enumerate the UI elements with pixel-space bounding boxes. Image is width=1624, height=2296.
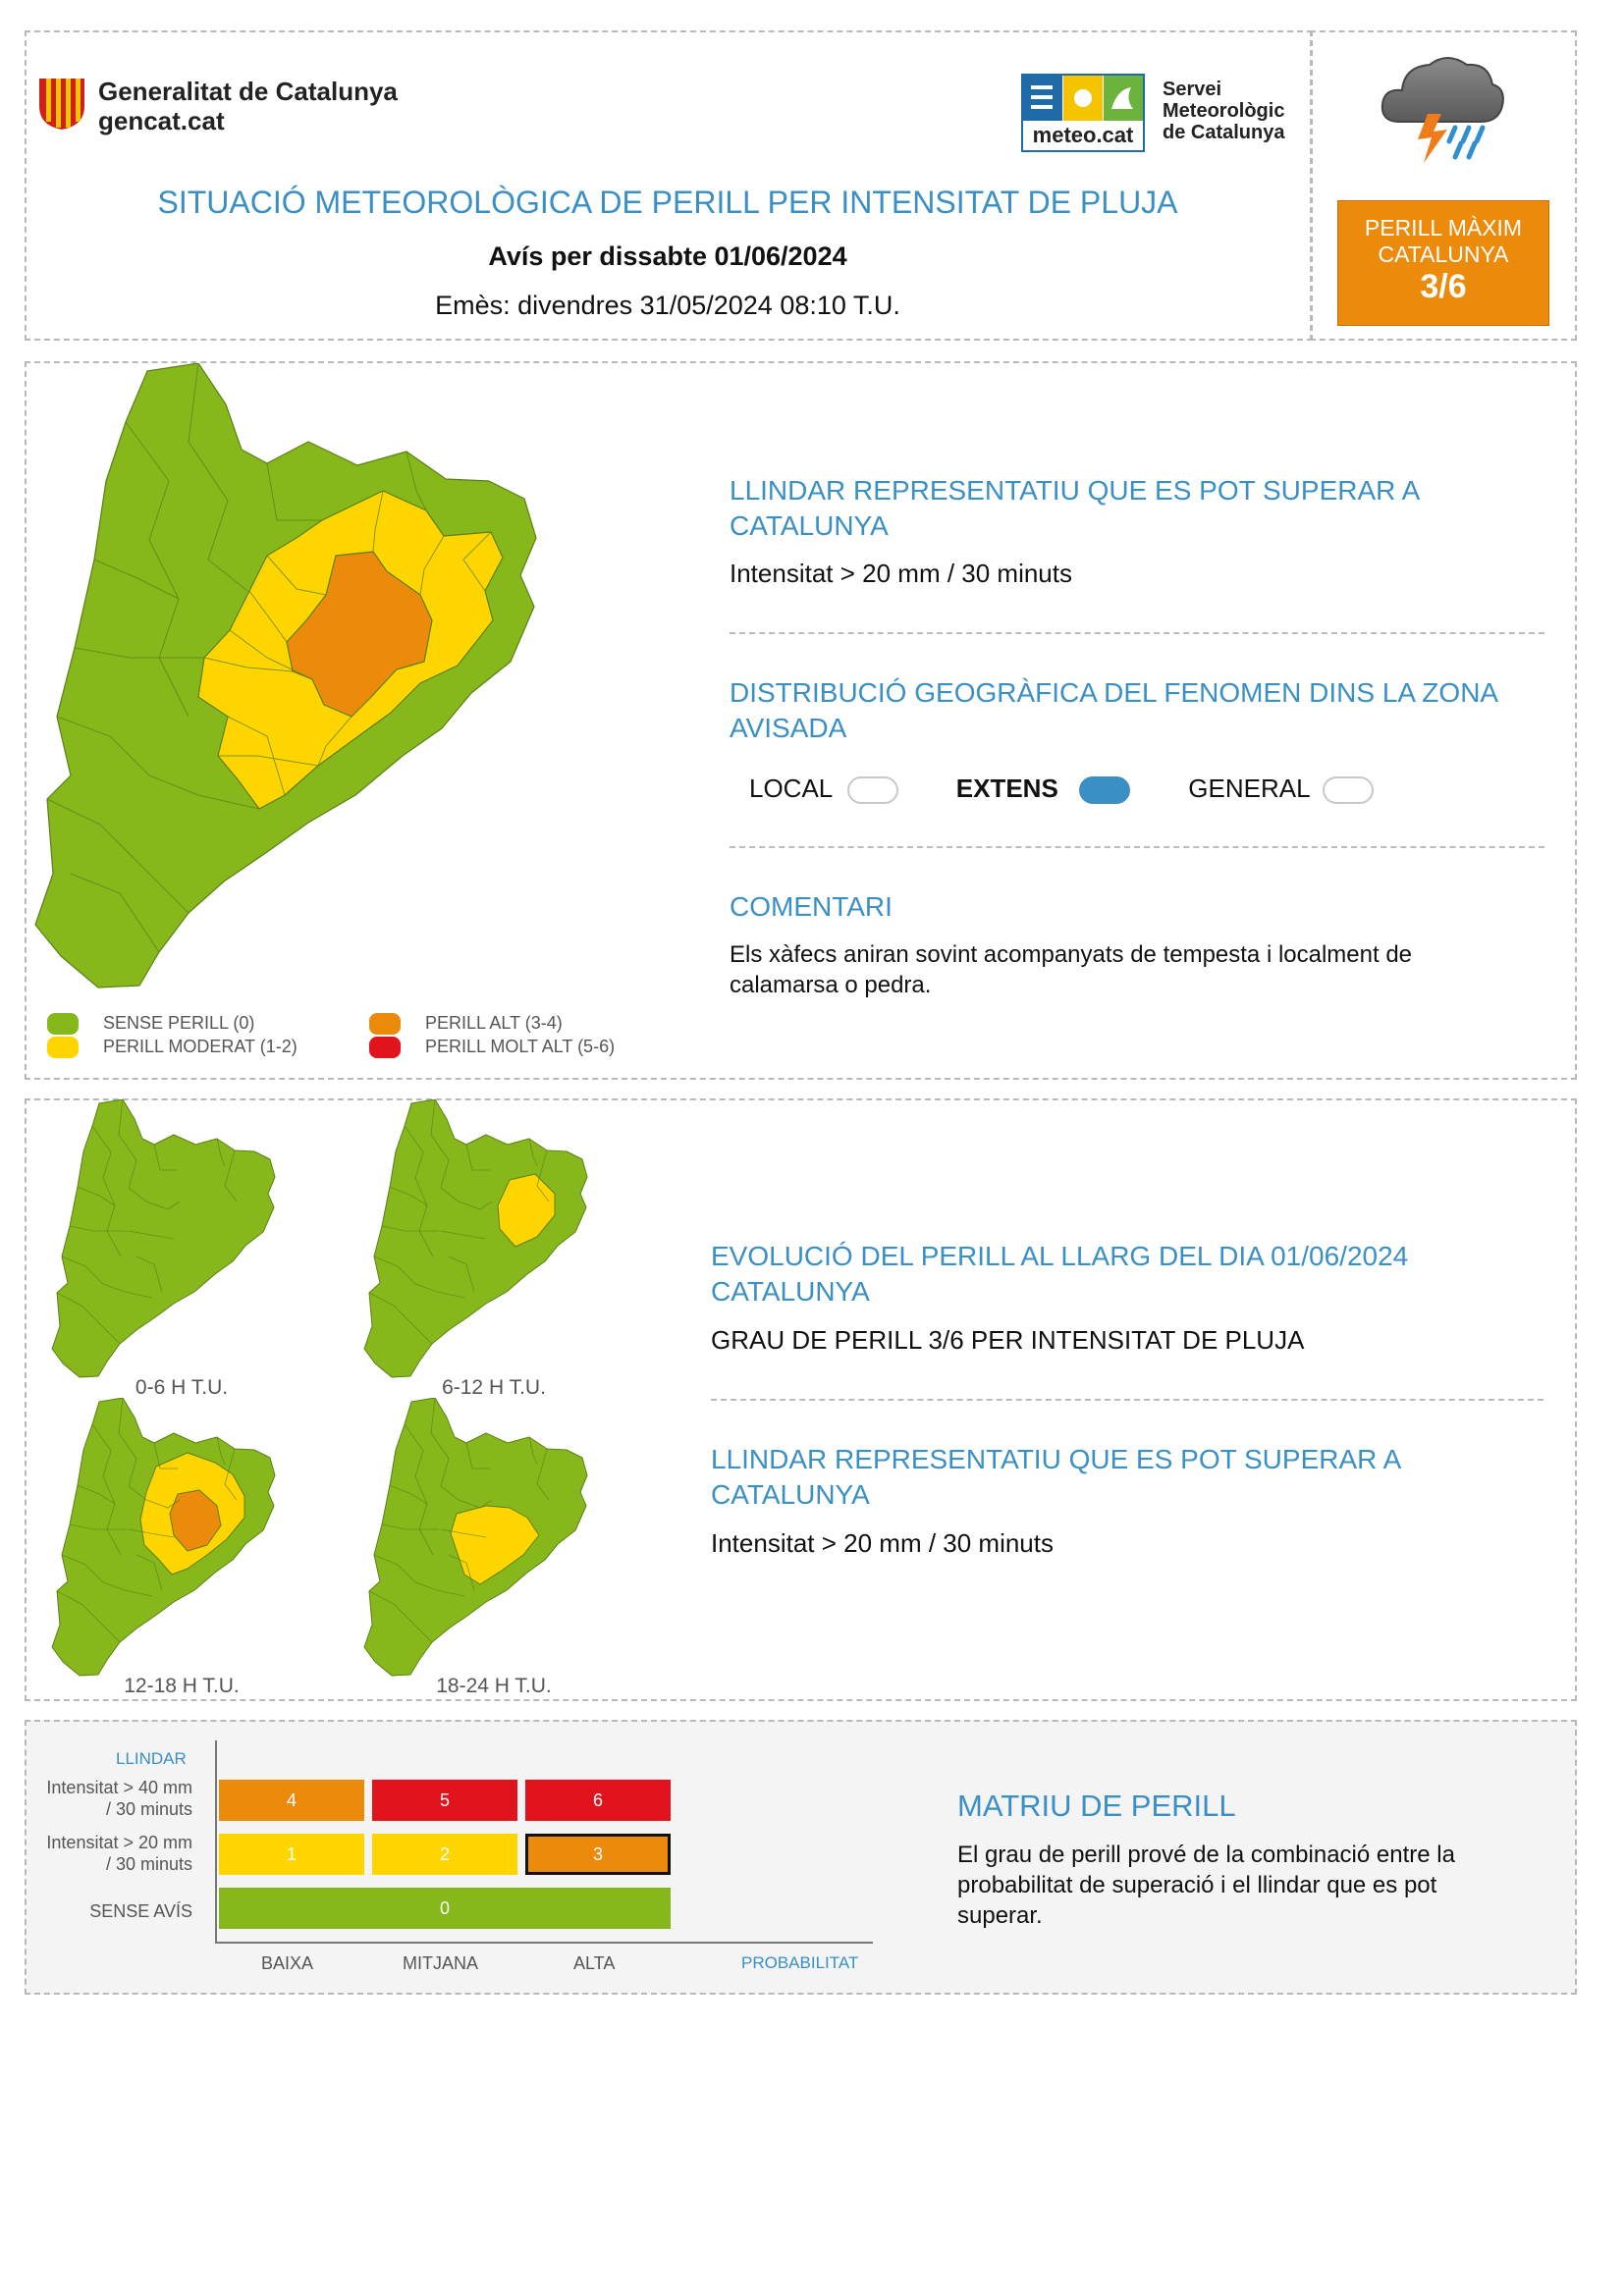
page-title: SITUACIÓ METEOROLÒGICA DE PERILL PER INTENSITAT DE PLUJA bbox=[157, 185, 1178, 220]
comment-title: COMENTARI bbox=[730, 891, 893, 922]
period-label-18-24: 18-24 H T.U. bbox=[436, 1675, 552, 1697]
matrix-cell-5: 5 bbox=[372, 1780, 517, 1821]
divider bbox=[730, 846, 1544, 848]
matrix-x-axis bbox=[215, 1942, 873, 1944]
matrix-y-title: LLINDAR bbox=[116, 1749, 187, 1768]
matrix-cell-6: 6 bbox=[525, 1780, 671, 1821]
distribution-extens-label: EXTENS bbox=[955, 774, 1058, 803]
threshold-value: Intensitat > 20 mm / 30 minuts bbox=[730, 559, 1072, 588]
gov-site: gencat.cat bbox=[98, 106, 225, 135]
legend-label-very-high: PERILL MOLT ALT (5-6) bbox=[425, 1037, 616, 1056]
smc-name-line1: Servei bbox=[1163, 79, 1222, 100]
generalitat-logo bbox=[37, 77, 86, 132]
matrix-cell-4: 4 bbox=[219, 1780, 364, 1821]
legend-swatch-no-danger bbox=[47, 1013, 79, 1035]
legend-swatch-moderate bbox=[47, 1037, 79, 1058]
mini-map-12-18 bbox=[31, 1398, 297, 1682]
matrix-x-label-high: ALTA bbox=[573, 1953, 616, 1973]
legend-swatch-very-high bbox=[369, 1037, 401, 1058]
smc-name-line2: Meteorològic bbox=[1163, 100, 1285, 122]
matrix-row-label-20: Intensitat > 20 mm / 30 minuts bbox=[46, 1833, 192, 1874]
matrix-cell-3-current: 3 bbox=[525, 1834, 671, 1875]
matrix-x-label-medium: MITJANA bbox=[403, 1953, 479, 1973]
threshold-title: LLINDAR REPRESENTATIU QUE ES POT SUPERAR A CATALUNYA bbox=[730, 475, 1419, 541]
period-label-12-18: 12-18 H T.U. bbox=[124, 1675, 240, 1697]
warning-date: Avís per dissabte 01/06/2024 bbox=[488, 241, 847, 271]
evolution-threshold-value: Intensitat > 20 mm / 30 minuts bbox=[711, 1528, 1054, 1558]
legend-label-high: PERILL ALT (3-4) bbox=[425, 1013, 563, 1033]
matrix-cell-2: 2 bbox=[372, 1834, 517, 1875]
legend-swatch-high bbox=[369, 1013, 401, 1035]
comment-text: Els xàfecs aniran sovint acompanyats de tempesta i localment de calamarsa o pedra. bbox=[730, 941, 1413, 998]
mini-map-6-12 bbox=[344, 1099, 609, 1384]
meteocat-logo-text: meteo.cat bbox=[1032, 123, 1134, 147]
distribution-local-label: LOCAL bbox=[749, 774, 833, 803]
catalonia-danger-map bbox=[31, 363, 660, 991]
gov-name: Generalitat de Catalunya bbox=[98, 77, 398, 106]
period-label-6-12: 6-12 H T.U. bbox=[442, 1376, 546, 1399]
distribution-extens-indicator bbox=[1079, 776, 1130, 804]
evolution-title: EVOLUCIÓ DEL PERILL AL LLARG DEL DIA 01/06/2024 CATALUNYA bbox=[711, 1241, 1409, 1307]
matrix-x-title: PROBABILITAT bbox=[741, 1953, 859, 1972]
distribution-options bbox=[749, 774, 1374, 804]
smc-name-line3: de Catalunya bbox=[1163, 122, 1285, 143]
period-label-0-6: 0-6 H T.U. bbox=[135, 1376, 229, 1399]
max-danger-label-2: CATALUNYA bbox=[1378, 241, 1509, 267]
max-danger-label-1: PERILL MÀXIM bbox=[1364, 215, 1523, 240]
matrix-cell-0: 0 bbox=[219, 1888, 671, 1929]
max-danger-badge bbox=[1337, 200, 1549, 326]
distribution-title: DISTRIBUCIÓ GEOGRÀFICA DEL FENOMEN DINS LA ZONA AVISADA bbox=[730, 677, 1497, 743]
matrix-y-axis bbox=[215, 1740, 217, 1944]
matrix-cell-1: 1 bbox=[219, 1834, 364, 1875]
matrix-row-label-none: SENSE AVÍS bbox=[89, 1901, 192, 1921]
divider bbox=[730, 632, 1544, 634]
evolution-grade: GRAU DE PERILL 3/6 PER INTENSITAT DE PLUJA bbox=[711, 1325, 1305, 1355]
meteocat-logo bbox=[1021, 74, 1145, 152]
legend-label-no-danger: SENSE PERILL (0) bbox=[103, 1013, 255, 1033]
evolution-threshold-title: LLINDAR REPRESENTATIU QUE ES POT SUPERAR A CATALUNYA bbox=[711, 1444, 1400, 1510]
max-danger-value: 3/6 bbox=[1420, 268, 1467, 305]
distribution-local-indicator bbox=[847, 776, 898, 804]
distribution-general-label: GENERAL bbox=[1188, 774, 1310, 803]
legend-label-moderate: PERILL MODERAT (1-2) bbox=[103, 1037, 298, 1056]
issued-time: Emès: divendres 31/05/2024 08:10 T.U. bbox=[435, 291, 900, 320]
mini-map-0-6 bbox=[31, 1099, 297, 1384]
matrix-title: MATRIU DE PERILL bbox=[957, 1789, 1236, 1823]
distribution-general-indicator bbox=[1323, 776, 1374, 804]
mini-map-18-24 bbox=[344, 1398, 609, 1682]
matrix-row-label-40: Intensitat > 40 mm / 30 minuts bbox=[46, 1778, 192, 1819]
matrix-x-label-low: BAIXA bbox=[261, 1953, 314, 1973]
matrix-description: El grau de perill prové de la combinació entre la probabilitat de superació i el llindar que es pot superar. bbox=[957, 1842, 1455, 1929]
rain-storm-icon bbox=[1379, 45, 1506, 167]
divider bbox=[711, 1399, 1543, 1401]
